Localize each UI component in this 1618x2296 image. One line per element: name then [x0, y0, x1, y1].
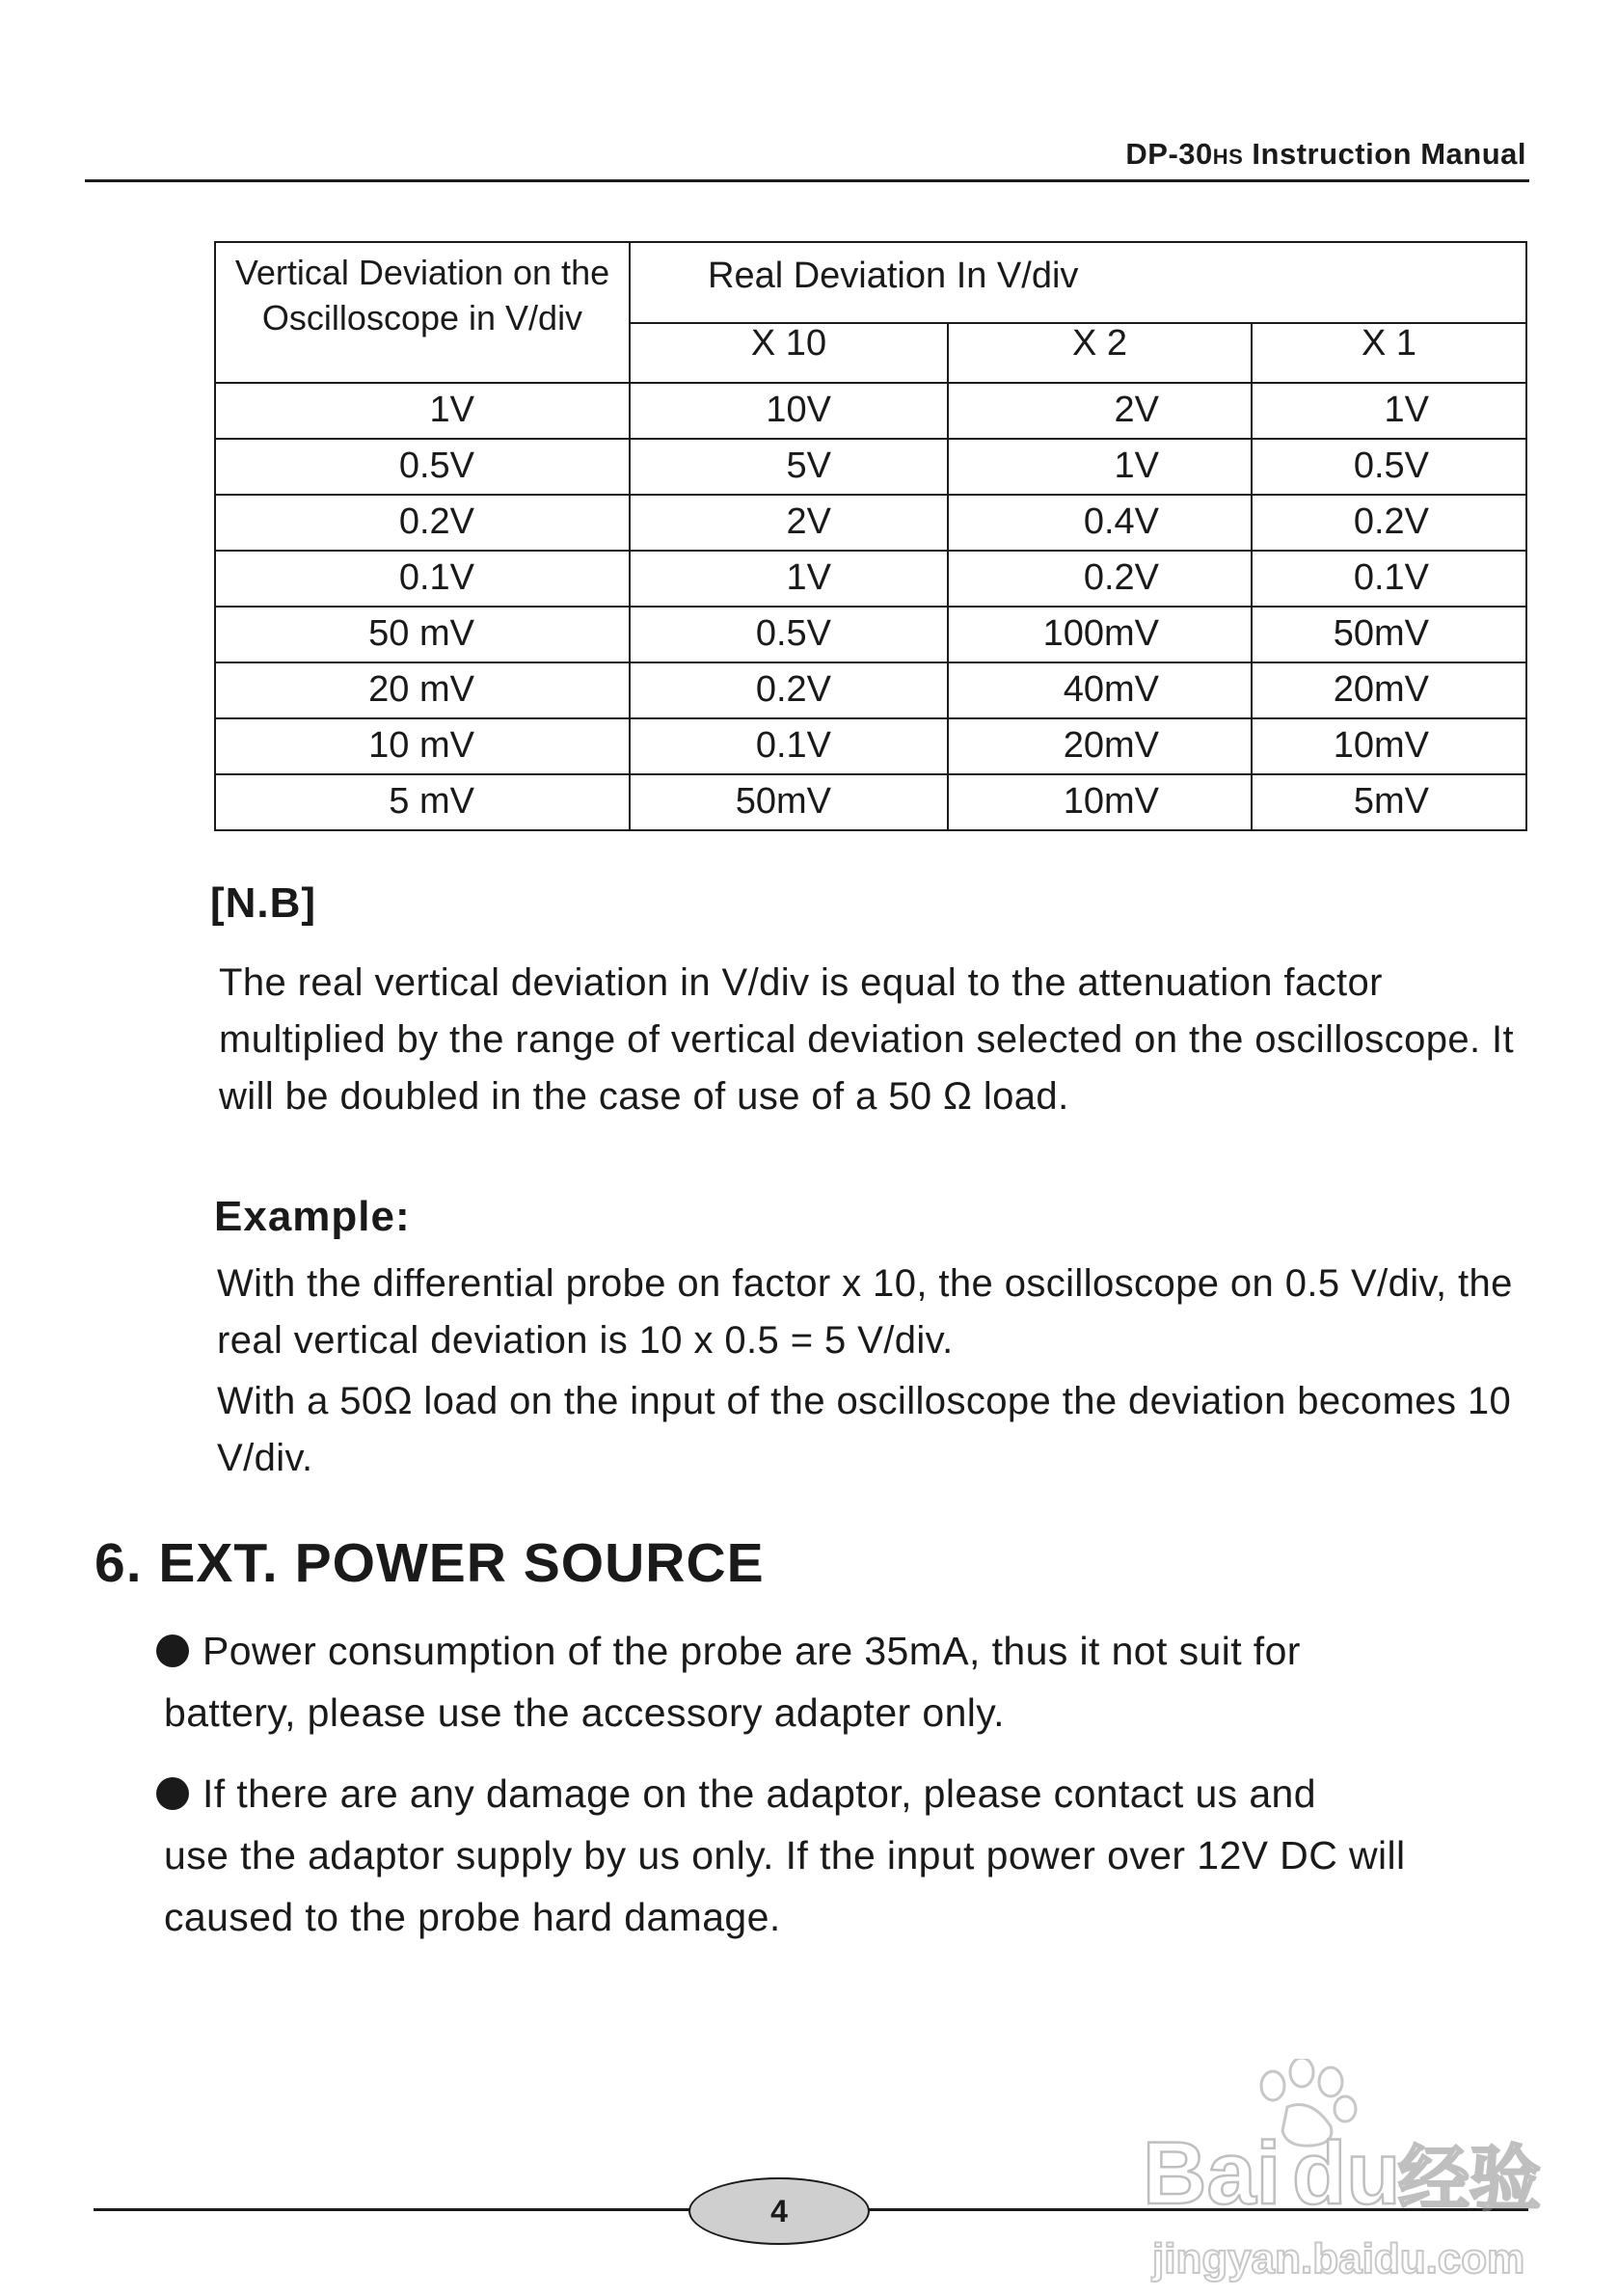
manual-title-text: Instruction Manual — [1243, 137, 1526, 171]
cell-x1: 5mV — [1252, 774, 1526, 830]
column-header-x2: X 2 — [948, 323, 1252, 383]
baidu-watermark-logo — [1143, 2059, 1548, 2285]
table-row — [215, 607, 1526, 662]
footer-rule-left — [94, 2208, 691, 2211]
table-row — [215, 551, 1526, 607]
cell-x10: 2V — [630, 495, 948, 551]
section-title: 6. EXT. POWER SOURCE — [94, 1532, 765, 1594]
cell-x2: 10mV — [948, 774, 1252, 830]
model-suffix: HS — [1212, 145, 1244, 169]
cell-x1: 20mV — [1252, 662, 1526, 718]
watermark-cn: 经验 — [1398, 2139, 1541, 2219]
cell-x1: 50mV — [1252, 607, 1526, 662]
cell-x1: 0.2V — [1252, 495, 1526, 551]
cell-oscilloscope: 1V — [215, 383, 630, 439]
example-text-1: With the differential probe on factor x 10, the oscilloscope on 0.5 V/div, the real vertical deviation is 10 x 0.5 = 5 V/div. — [217, 1262, 1513, 1362]
bullet-text-rest: battery, please use the accessory adapter only. — [164, 1690, 1005, 1735]
bullet-icon — [156, 1634, 189, 1667]
example-label: Example: — [214, 1193, 411, 1240]
cell-x10: 5V — [630, 439, 948, 495]
cell-x1: 0.5V — [1252, 439, 1526, 495]
page-number: 4 — [688, 2177, 870, 2245]
cell-x1: 1V — [1252, 383, 1526, 439]
note-label: [N.B] — [210, 879, 317, 927]
cell-oscilloscope: 20 mV — [215, 662, 630, 718]
bullet-icon — [156, 1777, 189, 1810]
cell-x2: 0.4V — [948, 495, 1252, 551]
cell-oscilloscope: 50 mV — [215, 607, 630, 662]
bullet-text-rest: use the adaptor supply by us only. If the input power over 12V DC will caused to the probe hard damage. — [164, 1833, 1406, 1939]
cell-x2: 100mV — [948, 607, 1252, 662]
cell-x10: 0.1V — [630, 718, 948, 774]
watermark-url: jingyan.baidu.com — [1152, 2235, 1525, 2282]
bullet-text-first: Power consumption of the probe are 35mA, thus it not suit for — [202, 1629, 1301, 1673]
cell-oscilloscope: 0.2V — [215, 495, 630, 551]
table-row — [215, 439, 1526, 495]
cell-x2: 0.2V — [948, 551, 1252, 607]
cell-oscilloscope: 10 mV — [215, 718, 630, 774]
cell-x10: 10V — [630, 383, 948, 439]
watermark-brand-2: du — [1292, 2124, 1401, 2223]
note-text: The real vertical deviation in V/div is equal to the attenuation factor multiplied by the range of vertical deviation selected on the oscilloscope. It will be doubled in the case of use of a 50 Ω load. — [219, 961, 1515, 1118]
watermark-brand: Bai — [1143, 2124, 1281, 2223]
cell-x1: 0.1V — [1252, 551, 1526, 607]
table-row — [215, 774, 1526, 830]
header-divider — [85, 179, 1529, 182]
cell-x2: 2V — [948, 383, 1252, 439]
column-header-oscilloscope: Vertical Deviation on the Oscilloscope in V/div — [215, 242, 630, 383]
column-group-header-real-deviation: Real Deviation In V/div — [630, 242, 1526, 323]
table-header — [215, 242, 1526, 383]
table-row — [215, 718, 1526, 774]
table-row — [215, 662, 1526, 718]
cell-x2: 1V — [948, 439, 1252, 495]
cell-x10: 50mV — [630, 774, 948, 830]
cell-oscilloscope: 5 mV — [215, 774, 630, 830]
cell-x10: 0.2V — [630, 662, 948, 718]
cell-x10: 0.5V — [630, 607, 948, 662]
table-body — [215, 383, 1526, 830]
manual-title — [1125, 137, 1526, 172]
bullet-item — [156, 1763, 1545, 1948]
example-text-2: With a 50Ω load on the input of the oscilloscope the deviation becomes 10 V/div. — [217, 1380, 1512, 1479]
bullet-item — [156, 1620, 1545, 1743]
cell-x2: 20mV — [948, 718, 1252, 774]
cell-x1: 10mV — [1252, 718, 1526, 774]
table-row — [215, 383, 1526, 439]
column-header-x10: X 10 — [630, 323, 948, 383]
deviation-table — [214, 241, 1527, 831]
table-row — [215, 495, 1526, 551]
column-header-x1: X 1 — [1252, 323, 1526, 383]
cell-x10: 1V — [630, 551, 948, 607]
model-name: DP-30 — [1125, 137, 1213, 171]
cell-oscilloscope: 0.5V — [215, 439, 630, 495]
bullet-text-first: If there are any damage on the adaptor, please contact us and — [202, 1771, 1316, 1816]
cell-oscilloscope: 0.1V — [215, 551, 630, 607]
cell-x2: 40mV — [948, 662, 1252, 718]
